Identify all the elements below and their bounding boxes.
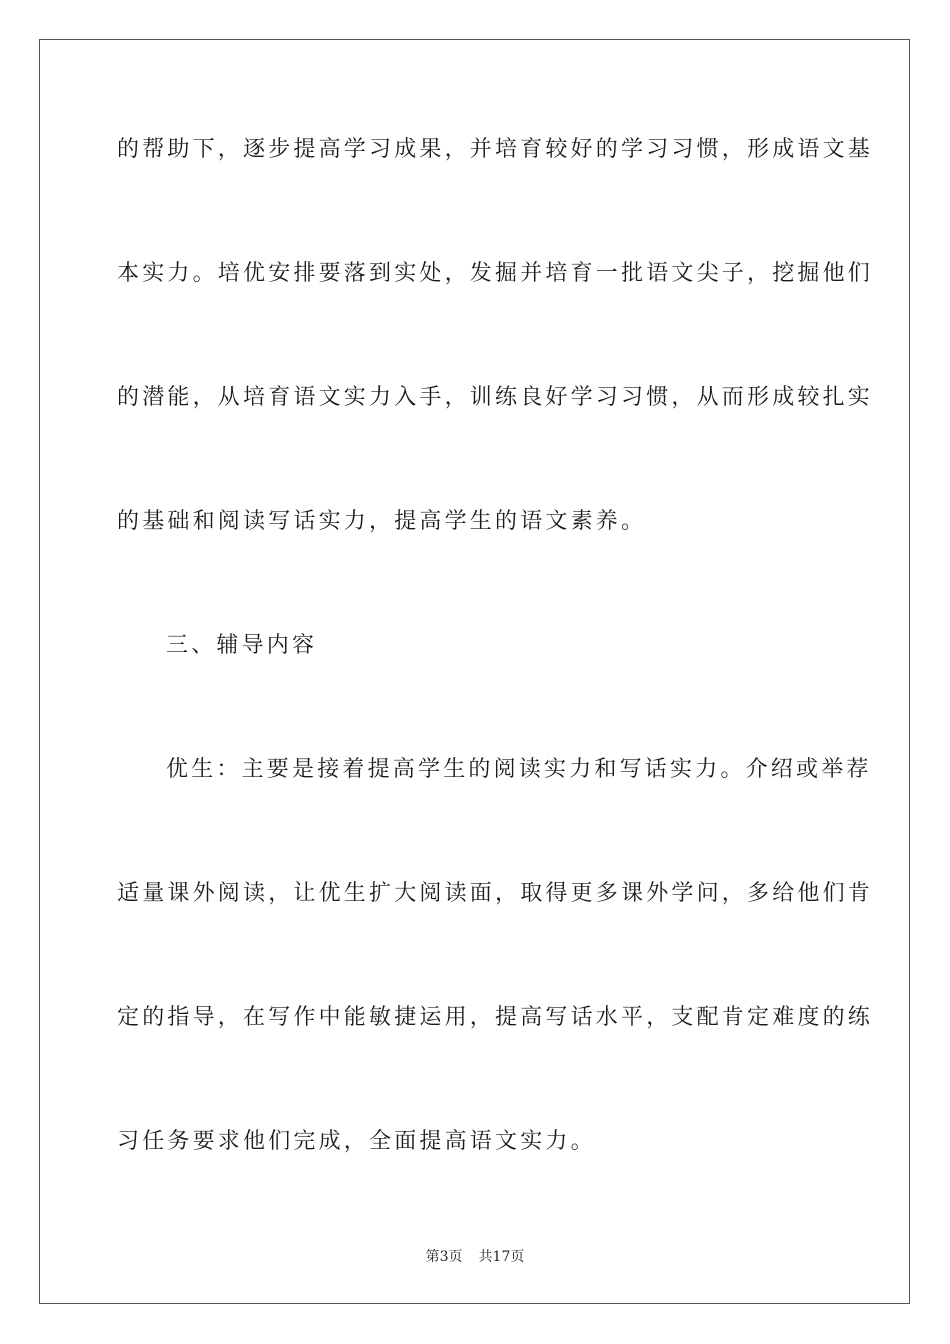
body-text-line: 优生：主要是接着提高学生的阅读实力和写话实力。介绍或举荐	[166, 757, 872, 782]
body-text-line: 本实力。培优安排要落到实处，发掘并培育一批语文尖子，挖掘他们	[117, 261, 874, 286]
body-text-line: 适量课外阅读，让优生扩大阅读面，取得更多课外学问，多给他们肯	[117, 881, 874, 906]
page-footer	[0, 1248, 950, 1266]
body-text-line: 习任务要求他们完成，全面提高语文实力。	[117, 1129, 596, 1154]
body-text-line: 的基础和阅读写话实力，提高学生的语文素养。	[117, 509, 647, 534]
page-border	[39, 39, 910, 1304]
body-text-line: 的潜能，从培育语文实力入手，训练良好学习习惯，从而形成较扎实	[117, 385, 874, 410]
body-text-line: 的帮助下，逐步提高学习成果，并培育较好的学习习惯，形成语文基	[117, 137, 874, 162]
section-heading: 三、辅导内容	[166, 633, 318, 658]
page-number: 第3页	[425, 1249, 463, 1265]
body-text-line: 定的指导，在写作中能敏捷运用，提高写话水平，支配肯定难度的练	[117, 1005, 874, 1030]
page-total: 共17页	[478, 1249, 525, 1265]
